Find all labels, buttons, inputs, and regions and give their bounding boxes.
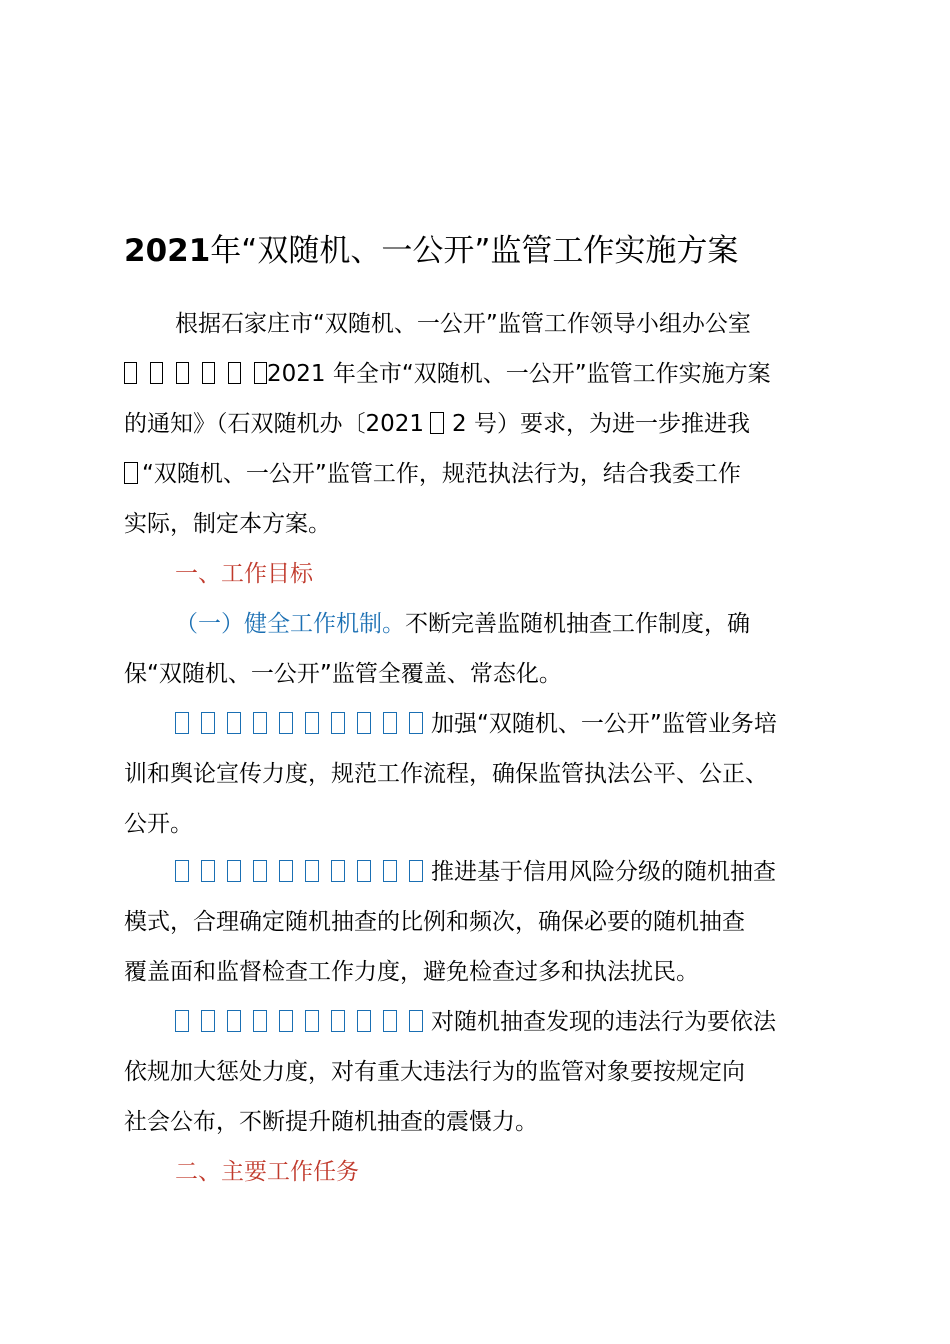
intro-line-2 [124, 359, 771, 389]
intro-line-1: 根据石家庄市“双随机、一公开”监管工作领导小组办公室 [175, 311, 751, 337]
intro-line-4 [124, 459, 741, 489]
missing-glyph-box [254, 362, 267, 384]
missing-glyph-box [202, 362, 215, 384]
item-3-label-boxes [175, 859, 431, 885]
intro-line-3-end: 2 号）要求，为进一步推进我 [452, 411, 750, 437]
item-2-line-2: 训和舆论宣传力度，规范工作流程，确保监管执法公平、公正、 [124, 761, 768, 787]
item-2-label-boxes [175, 711, 431, 737]
item-1-line-1 [175, 609, 750, 639]
intro-line-5: 实际，制定本方案。 [124, 511, 331, 537]
document-title [124, 229, 844, 273]
item-3-text-1: 推进基于信用风险分级的随机抽查 [431, 859, 776, 885]
intro-line-3-text: 的通知》（石双随机办〔2021 [124, 411, 425, 437]
item-3-line-2: 模式，合理确定随机抽查的比例和频次，确保必要的随机抽查 [124, 909, 745, 935]
intro-line-4-text: “双随机、一公开”监管工作，规范执法行为，结合我委工作 [142, 461, 741, 487]
item-3-line-1 [175, 857, 776, 887]
item-3-line-3: 覆盖面和监督检查工作力度，避免检查过多和执法扰民。 [124, 959, 699, 985]
item-1-text-1: 不断完善监随机抽查工作制度，确 [405, 611, 750, 637]
missing-glyph-box [124, 462, 138, 484]
section-heading-tasks: 二、主要工作任务 [175, 1159, 359, 1185]
item-4-line-2: 依规加大惩处力度，对有重大违法行为的监管对象要按规定向 [124, 1059, 745, 1085]
missing-glyph-box [124, 362, 137, 384]
item-1-label: （一）健全工作机制。 [175, 611, 405, 637]
missing-glyph-box [150, 362, 163, 384]
item-4-label-boxes [175, 1009, 431, 1035]
item-4-line-3: 社会公布，不断提升随机抽查的震慑力。 [124, 1109, 538, 1135]
title-year: 2021 [124, 233, 211, 269]
missing-glyph-box [228, 362, 241, 384]
intro-line-3 [124, 409, 750, 439]
item-2-line-3: 公开。 [124, 811, 193, 837]
item-1-line-2: 保“双随机、一公开”监管全覆盖、常态化。 [124, 661, 562, 687]
intro-line-2-text: 2021 年全市“双随机、一公开”监管工作实施方案 [267, 361, 771, 387]
title-text: 年“双随机、一公开”监管工作实施方案 [210, 233, 739, 269]
item-2-line-1 [175, 709, 777, 739]
missing-glyph-box [176, 362, 189, 384]
item-4-text-1: 对随机抽查发现的违法行为要依法 [431, 1009, 776, 1035]
item-2-text-1: 加强“双随机、一公开”监管业务培 [431, 711, 777, 737]
missing-glyph-box [430, 412, 444, 434]
item-4-line-1 [175, 1007, 776, 1037]
section-heading-goals: 一、工作目标 [175, 561, 313, 587]
